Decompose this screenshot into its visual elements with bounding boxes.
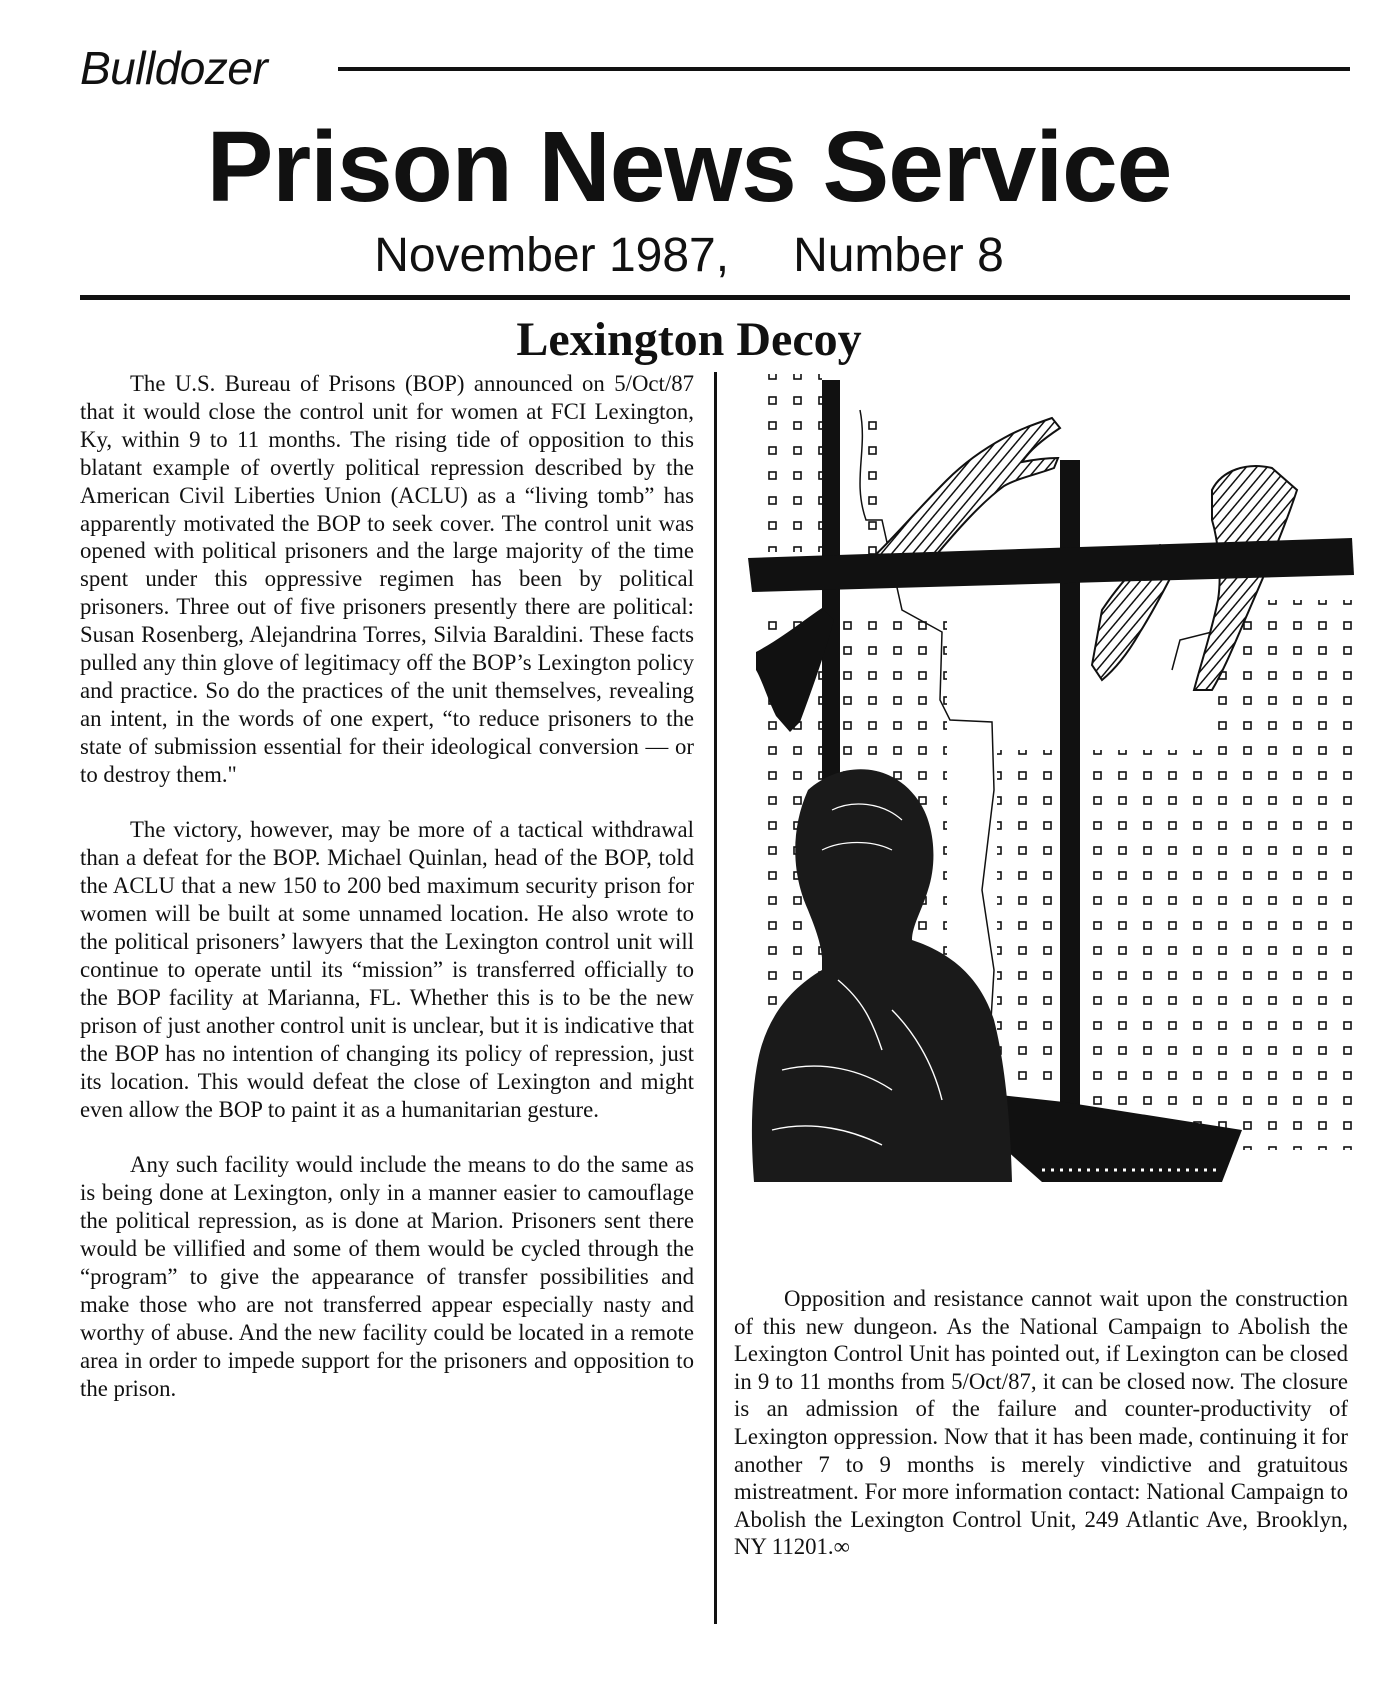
- article-column-left: [80, 370, 694, 1430]
- article-paragraph: Opposition and resistance cannot wait upon the construction of this new dungeon. As the National Campaign to Abolish the Lexington Control Unit has pointed out, if Lexington can be closed in 9 to 11 months from 5/Oct/87, it can be closed now. The closure is an admission of the failure and counter-productivity of Lexington oppression. Now that it has been made, continuing it for another 7 to 9 months is merely vindictive and gratuitous mistreatment. For more information contact: National Campaign to Abolish the Lexington Control Unit, 249 Atlantic Ave, Brooklyn, NY 11201.∞: [734, 1286, 1348, 1560]
- publication-title: Prison News Service: [206, 111, 1172, 223]
- kicker: Bulldozer: [80, 42, 268, 94]
- issue-line: [0, 228, 1378, 284]
- masthead-rule: [80, 295, 1350, 300]
- article-illustration: [742, 370, 1362, 1260]
- article-paragraph: The victory, however, may be more of a tactical withdrawal than a defeat for the BOP. Michael Quinlan, head of the BOP, told the ACLU that a new 150 to 200 bed maximum security prison for women will be built at some unnamed location. He also wrote to the political prisoners’ lawyers that the Lexington control unit will continue to operate until its “mission” is transferred officially to the BOP facility at Marianna, FL. Whether this is to be the new prison of just another control unit is unclear, but it is indicative that the BOP has no intention of changing its policy of repression, just its location. This would defeat the close of Lexington and might even allow the BOP to paint it as a humanitarian gesture.: [80, 817, 694, 1122]
- issue-date: November 1987,: [374, 229, 730, 282]
- article-column-right: [734, 1285, 1348, 1561]
- reaching-arm: [870, 418, 1060, 570]
- article-headline: Lexington Decoy: [516, 313, 862, 366]
- column-divider: [714, 372, 717, 1624]
- article-paragraph: The U.S. Bureau of Prisons (BOP) announced on 5/Oct/87 that it would close the control unit for women at FCI Lexington, Ky, within 9 to 11 months. The rising tide of opposition to this blatant example of overtly political repression described by the American Civil Liberties Union (ACLU) as a “living tomb” has apparently motivated the BOP to seek cover. The control unit was opened with political prisoners and the large majority of the time spent under this oppressive regimen has been by political prisoners. Three out of five prisoners presently there are political: Susan Rosenberg, Alejandrina Torres, Silvia Baraldini. These facts pulled any thin glove of legitimacy off the BOP’s Lexington policy and practice. So do the practices of the unit themselves, revealing an intent, in the words of one expert, “to reduce prisoners to the state of submission essential for their ideological conversion — or to destroy them.": [80, 371, 694, 787]
- masthead-top-line: [80, 40, 1350, 96]
- article-paragraph: Any such facility would include the means to do the same as is being done at Lexington, only in a manner easier to camouflage the political repression, as is done at Marion. Prisoners sent there would be villified and some of them would be cycled through the “program” to give the appearance of transfer possibilities and make those who are not transferred appear especially nasty and worthy of abuse. And the new facility could be located in a remote area in order to impede support for the prisoners and opposition to the prison.: [80, 1152, 694, 1401]
- kicker-rule: [338, 67, 1350, 71]
- issue-number: Number 8: [793, 229, 1004, 282]
